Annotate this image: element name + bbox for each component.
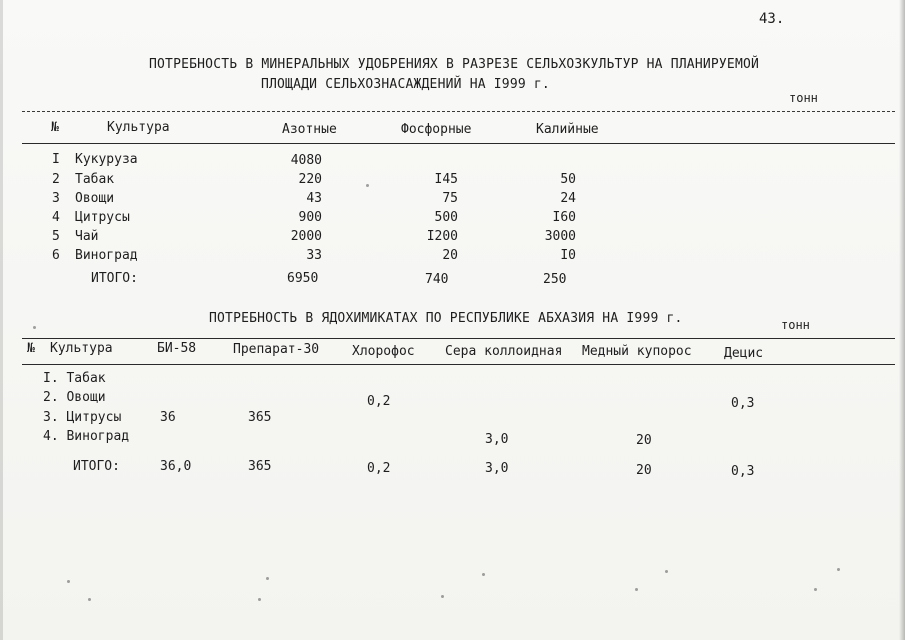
fertilizer-row-nitrogen: 4080 xyxy=(290,153,322,168)
pesticides-row-prep30: 365 xyxy=(248,410,272,425)
fertilizer-total-potassium: 250 xyxy=(543,272,567,287)
page-right-edge xyxy=(899,0,905,640)
pesticides-total-decis: 0,3 xyxy=(731,464,755,479)
fertilizer-row-crop: Кукуруза xyxy=(75,152,138,167)
fertilizer-row-num: 2 xyxy=(52,172,60,187)
fertilizer-row-nitrogen: 900 xyxy=(298,210,322,225)
fertilizer-row-crop: Табак xyxy=(75,172,115,187)
fertilizer-top-rule xyxy=(22,111,895,112)
fertilizer-row-nitrogen: 43 xyxy=(306,191,322,206)
fertilizer-header-rule xyxy=(22,143,895,144)
scan-speck xyxy=(33,326,36,329)
pesticides-row-crop: 4. Виноград xyxy=(43,429,130,444)
fertilizer-row-phosphorus: I200 xyxy=(426,229,458,244)
fertilizer-header-nitrogen: Азотные xyxy=(282,122,337,137)
pesticides-header-rule xyxy=(22,364,895,365)
pesticides-row-crop: 2. Овощи xyxy=(43,390,106,405)
pesticides-row-copper: 20 xyxy=(636,433,652,448)
pesticides-total-copper: 20 xyxy=(636,463,652,478)
fertilizer-row-crop: Цитрусы xyxy=(75,210,130,225)
pesticides-header-chlorophos: Хлорофос xyxy=(352,344,415,359)
pesticides-header-crop: Культура xyxy=(50,341,113,356)
scan-speck xyxy=(67,580,70,583)
pesticides-total-bi58: 36,0 xyxy=(160,459,192,474)
fertilizer-row-crop: Овощи xyxy=(75,191,115,206)
fertilizer-header-phosphorus: Фосфорные xyxy=(401,122,472,137)
scan-speck xyxy=(441,595,444,598)
fertilizer-row-num: I xyxy=(52,152,60,167)
pesticides-row-sulfur: 3,0 xyxy=(485,432,509,447)
fertilizer-unit: тонн xyxy=(789,91,818,105)
pesticides-header-num: № xyxy=(27,341,35,356)
scan-speck xyxy=(88,598,91,601)
fertilizer-row-potassium: I0 xyxy=(560,248,576,263)
fertilizer-row-potassium: 3000 xyxy=(544,229,576,244)
fertilizer-row-crop: Виноград xyxy=(75,248,138,263)
fertilizer-row-nitrogen: 33 xyxy=(306,248,322,263)
fertilizer-row-phosphorus: 75 xyxy=(442,191,458,206)
fertilizer-row-potassium: 50 xyxy=(560,172,576,187)
pesticides-header-bi58: БИ-58 xyxy=(157,341,197,356)
pesticides-header-prep30: Препарат-30 xyxy=(233,342,320,357)
scan-speck xyxy=(635,588,638,591)
fertilizer-row-nitrogen: 2000 xyxy=(290,229,322,244)
pesticides-total-label: ИТОГО: xyxy=(73,459,120,474)
fertilizer-total-label: ИТОГО: xyxy=(91,271,138,286)
fertilizer-row-num: 6 xyxy=(52,248,60,263)
pesticides-row-decis: 0,3 xyxy=(731,396,755,411)
scan-speck xyxy=(814,588,817,591)
pesticides-row-crop: I. Табак xyxy=(43,371,106,386)
fertilizer-total-phosphorus: 740 xyxy=(425,272,449,287)
pesticides-header-decis: Децис xyxy=(724,346,764,361)
pesticides-title: ПОТРЕБНОСТЬ В ЯДОХИМИКАТАХ ПО РЕСПУБЛИКЕ АБХАЗИЯ НА I999 г. xyxy=(209,311,683,326)
pesticides-row-crop: 3. Цитрусы xyxy=(43,410,122,425)
fertilizer-title-line1: ПОТРЕБНОСТЬ В МИНЕРАЛЬНЫХ УДОБРЕНИЯХ В РАЗРЕЗЕ СЕЛЬХОЗКУЛЬТУР НА ПЛАНИРУЕМОЙ xyxy=(149,57,760,72)
scan-speck xyxy=(366,184,369,187)
scan-speck xyxy=(482,573,485,576)
pesticides-row-bi58: 36 xyxy=(160,410,176,425)
scan-speck xyxy=(266,577,269,580)
pesticides-total-chlorophos: 0,2 xyxy=(367,461,391,476)
pesticides-row-chlorophos: 0,2 xyxy=(367,394,391,409)
fertilizer-total-nitrogen: 6950 xyxy=(287,271,319,286)
scan-speck xyxy=(665,570,668,573)
fertilizer-row-potassium: 24 xyxy=(560,191,576,206)
fertilizer-header-num: № xyxy=(51,120,59,135)
pesticides-total-prep30: 365 xyxy=(248,459,272,474)
pesticides-total-sulfur: 3,0 xyxy=(485,461,509,476)
pesticides-header-sulfur: Сера коллоидная xyxy=(445,344,563,359)
fertilizer-row-num: 3 xyxy=(52,191,60,206)
fertilizer-header-crop: Культура xyxy=(107,120,170,135)
pesticides-top-rule xyxy=(22,338,895,339)
fertilizer-header-potassium: Калийные xyxy=(536,122,599,137)
fertilizer-row-num: 5 xyxy=(52,229,60,244)
page-left-edge xyxy=(0,0,3,640)
fertilizer-row-crop: Чай xyxy=(75,229,99,244)
page-number: 43. xyxy=(759,11,785,27)
fertilizer-row-phosphorus: I45 xyxy=(434,172,458,187)
fertilizer-title-line2: ПЛОЩАДИ СЕЛЬХОЗНАСАЖДЕНИЙ НА I999 г. xyxy=(261,77,550,92)
pesticides-header-copper: Медный купорос xyxy=(582,344,692,359)
fertilizer-row-phosphorus: 20 xyxy=(442,248,458,263)
scan-speck xyxy=(258,598,261,601)
fertilizer-row-phosphorus: 500 xyxy=(434,210,458,225)
fertilizer-row-num: 4 xyxy=(52,210,60,225)
pesticides-unit: тонн xyxy=(781,318,810,332)
fertilizer-row-potassium: I60 xyxy=(552,210,576,225)
fertilizer-row-nitrogen: 220 xyxy=(298,172,322,187)
scan-speck xyxy=(837,568,840,571)
